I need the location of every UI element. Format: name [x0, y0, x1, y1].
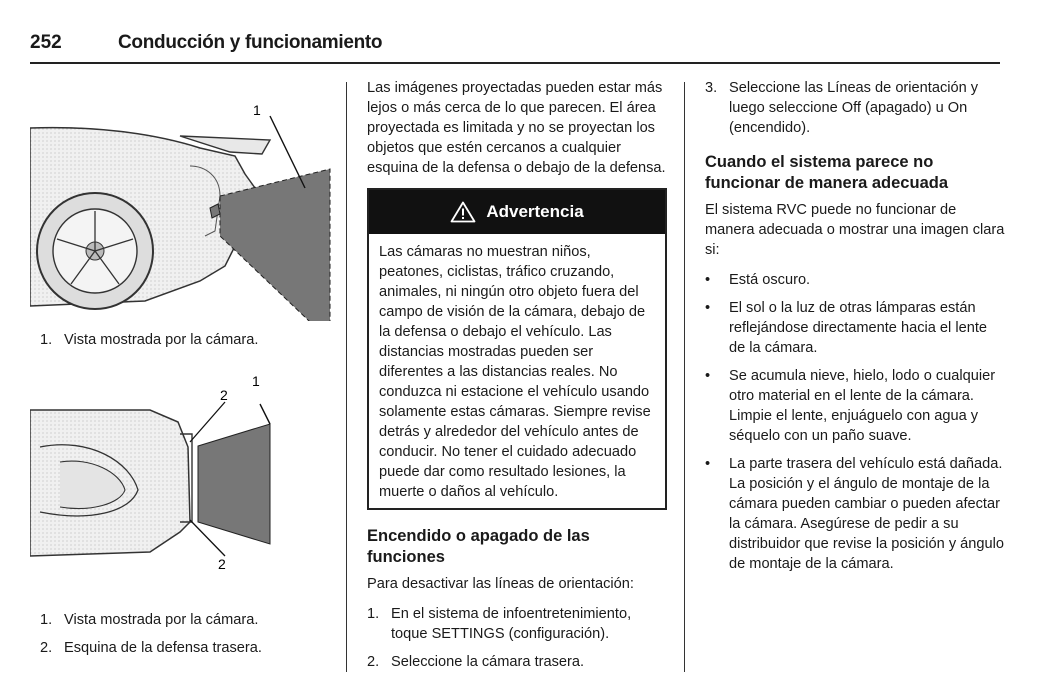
- middle-column: [367, 78, 667, 680]
- figure2-caption-2: 2. Esquina de la defensa trasera.: [40, 640, 262, 656]
- rear-camera-top-view-illustration: [30, 372, 340, 572]
- warning-title: Advertencia: [486, 202, 584, 221]
- figure1-caption-1: 1. Vista mostrada por la cámara.: [40, 332, 259, 348]
- figure2-callout-2-bottom: 2: [218, 556, 226, 572]
- step-item: 3. Seleccione las Líneas de orientación y luego seleccione Off (apagado) u On (encendido).: [705, 80, 979, 136]
- intro-paragraph: Las imágenes proyectadas pueden estar más lejos o más cerca de lo que parecen. El área proyectada es limitada y no se proyectan los objetos que estén cercanos a cualquier esquina de la defensa o debajo de la defensa.: [367, 80, 666, 176]
- subheading-functions: Encendido o apagado de las funciones: [367, 527, 590, 566]
- figure2-callout-2-top: 2: [220, 387, 228, 403]
- page-number: 252: [30, 32, 62, 53]
- bullet-icon: •: [705, 368, 711, 384]
- figure1-callout: 1: [253, 102, 261, 118]
- lead-text: Para desactivar las líneas de orientación:: [367, 576, 634, 592]
- bullet-item: • El sol o la luz de otras lámparas están reflejándose directamente hacia el lente de la cámara.: [705, 300, 987, 356]
- column-divider: [346, 82, 347, 672]
- right-column: [705, 78, 1005, 582]
- bullet-icon: •: [705, 272, 711, 288]
- page-header: [30, 30, 1000, 64]
- figure2-callout-1: 1: [252, 373, 260, 389]
- bullet-icon: •: [705, 300, 711, 316]
- step-item: 2. Seleccione la cámara trasera.: [367, 654, 585, 670]
- step-item: 1. En el sistema de infoentretenimiento, toque SETTINGS (configuración).: [367, 606, 632, 642]
- column-divider: [684, 82, 685, 672]
- warning-box: [367, 188, 667, 510]
- bullet-item: • Se acumula nieve, hielo, lodo o cualquier otro material en el lente de la cámara. Limpie el lente, enjuáguelo con agua y séquelo con un paño suave.: [705, 368, 996, 444]
- warning-header: [369, 190, 665, 234]
- lead-text: El sistema RVC puede no funcionar de manera adecuada o mostrar una imagen clara si:: [705, 202, 1005, 258]
- bullet-item: • La parte trasera del vehículo está dañada. La posición y el ángulo de montaje de la cámara pueden cambiar o pueden afectar la cámara. Asegúrese de pedir a su distribuidor que revise la posición y ángulo de montaje de la cámara.: [705, 456, 1005, 572]
- warning-text: Las cámaras no muestran niños, peatones, ciclistas, tráfico cruzando, animales, ni ningún otro objeto fuera del campo de visión de la cámara, debajo de la defensa o debajo el vehículo. Las distancias mostradas pueden ser diferentes a las distancias reales. No conduzca ni estacione el vehículo usando solamente estas cámaras. Siempre revise detrás y alrededor del vehículo antes de conducir. No tener el cuidado adecuado puede dar como resultado lesiones, la muerte o daños al vehículo.: [379, 244, 651, 500]
- figure2-caption-1: 1. Vista mostrada por la cámara.: [40, 612, 259, 628]
- bullet-item: • Está oscuro.: [705, 272, 811, 288]
- rear-camera-side-view-illustration: [30, 96, 340, 321]
- section-title: Conducción y funcionamiento: [118, 32, 383, 53]
- subheading-troubleshooting: Cuando el sistema parece no funcionar de manera adecuada: [705, 153, 948, 192]
- warning-triangle-icon: [450, 201, 476, 223]
- bullet-icon: •: [705, 456, 711, 472]
